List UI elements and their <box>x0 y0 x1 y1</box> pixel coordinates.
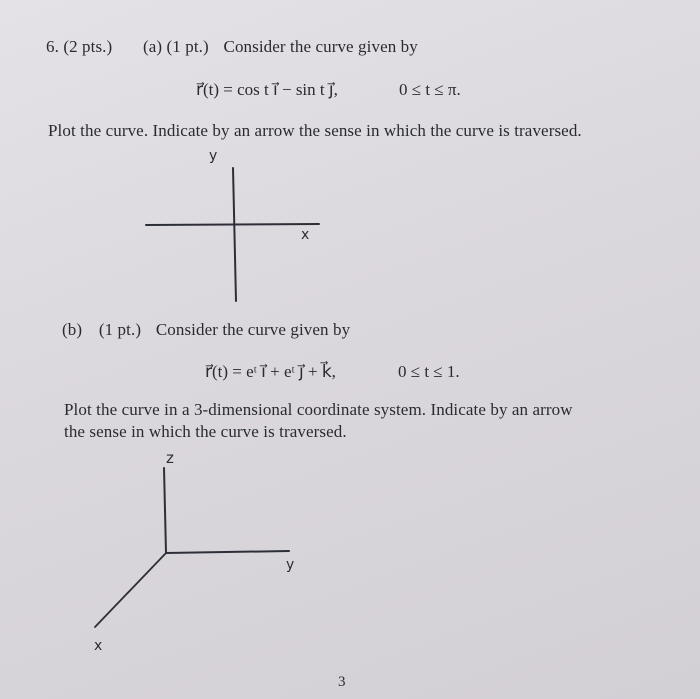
part-b-z-axis <box>164 468 166 553</box>
part-a-intro: Consider the curve given by <box>223 37 418 56</box>
part-b-y-label: y <box>286 557 295 573</box>
part-b-points: (1 pt.) <box>98 320 142 339</box>
part-a-points: (1 pt.) <box>166 37 209 56</box>
part-b-intro: Consider the curve given by <box>155 320 351 339</box>
part-a-equation: r⃗(t) = cos t ı⃗ − sin t ȷ⃗, <box>196 80 338 99</box>
part-b-x-label: x <box>94 638 103 654</box>
part-b-domain: 0 ≤ t ≤ 1. <box>398 362 460 381</box>
part-b-z-label: z <box>166 449 174 467</box>
part-a-x-label: x <box>301 227 310 243</box>
part-b-y-axis <box>166 551 289 553</box>
part-b-instruction-line1: Plot the curve in a 3-dimensional coordinate system. Indicate by an arrow <box>64 400 573 419</box>
part-a-instruction: Plot the curve. Indicate by an arrow the sense in which the curve is traversed. <box>48 121 582 140</box>
part-a-y-label: y <box>209 148 218 164</box>
part-a-label: (a) <box>143 37 163 56</box>
problem-points: (2 pts.) <box>63 37 113 56</box>
part-b-instruction-line2: the sense in which the curve is traversed. <box>64 422 347 441</box>
page-number: 3 <box>338 674 346 690</box>
part-b-equation: r⃗(t) = eᵗ ı⃗ + eᵗ ȷ⃗ + k⃗, <box>205 362 336 381</box>
problem-number: 6. <box>46 37 59 56</box>
part-b-label: (b) <box>62 320 83 339</box>
part-b-x-axis <box>95 553 166 627</box>
part-a-domain: 0 ≤ t ≤ π. <box>399 80 461 99</box>
